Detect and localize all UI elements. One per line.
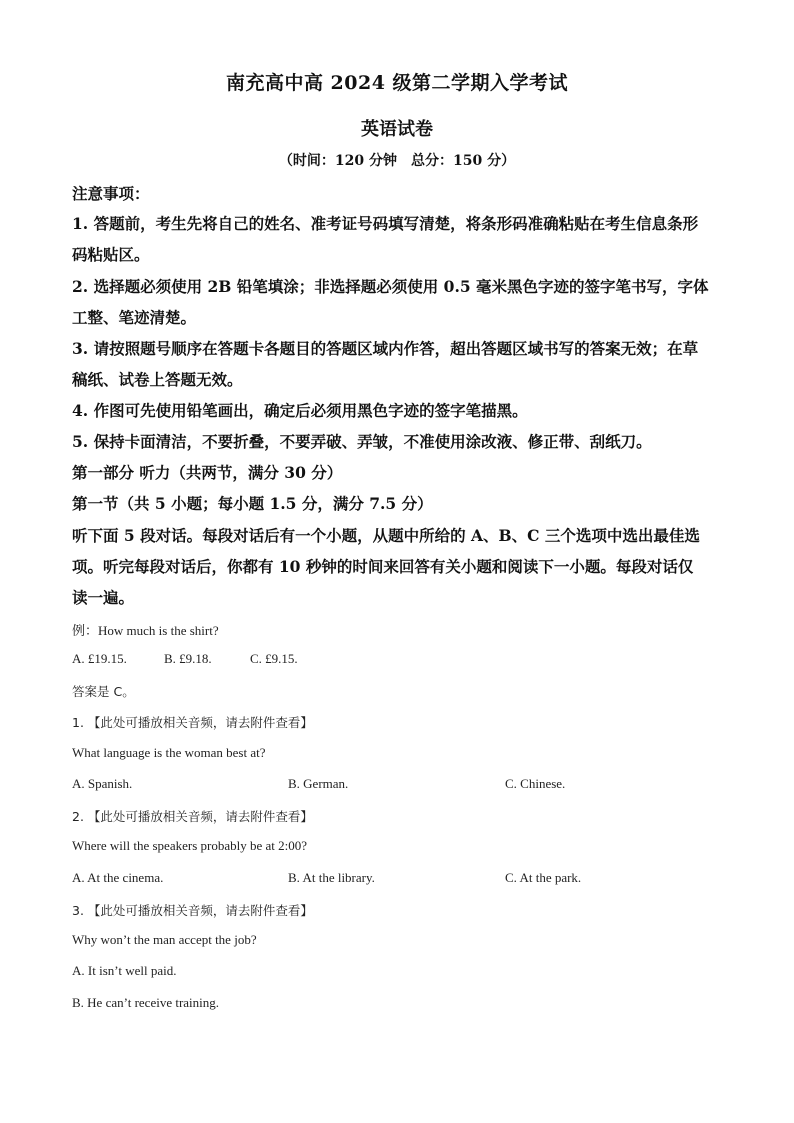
exam-title: 南充高中高 2024 级第二学期入学考试 bbox=[225, 72, 569, 94]
question-1-option-a: A. Spanish. bbox=[72, 776, 133, 791]
example-option-b: B. £9.18. bbox=[164, 651, 212, 666]
notice-item-3-line-2: 稿纸、试卷上答题无效。 bbox=[72, 370, 243, 389]
question-3-option-b: B. He can’t receive training. bbox=[72, 995, 220, 1010]
question-3-option-a: A. It isn’t well paid. bbox=[72, 963, 177, 978]
question-3-text: Why won’t the man accept the job? bbox=[72, 932, 257, 947]
question-1-option-c: C. Chinese. bbox=[505, 776, 566, 791]
example-options bbox=[72, 651, 732, 669]
example-option-a: A. £19.15. bbox=[72, 651, 127, 666]
example-question: 例：How much is the shirt? bbox=[72, 623, 219, 638]
example-answer: 答案是 C。 bbox=[72, 684, 135, 699]
question-2-option-b: B. At the library. bbox=[288, 870, 375, 885]
example-option-c: C. £9.15. bbox=[250, 651, 298, 666]
listening-instructions-line-2: 项。听完每段对话后，你都有 10 秒钟的时间来回答有关小题和阅读下一小题。每段对话仅 bbox=[72, 557, 694, 576]
question-2-option-c: C. At the park. bbox=[505, 870, 582, 885]
notice-item-4: 4. 作图可先使用铅笔画出，确定后必须用黑色字迹的签字笔描黑。 bbox=[72, 401, 528, 420]
part-one-heading: 第一部分 听力（共两节，满分 30 分） bbox=[72, 463, 343, 482]
question-1-option-b: B. German. bbox=[288, 776, 349, 791]
question-2-option-a: A. At the cinema. bbox=[72, 870, 164, 885]
question-2-text: Where will the speakers probably be at 2:00? bbox=[72, 838, 307, 853]
section-one-heading: 第一节（共 5 小题；每小题 1.5 分，满分 7.5 分） bbox=[72, 494, 433, 513]
notice-item-2-line-1: 2. 选择题必须使用 2B 铅笔填涂；非选择题必须使用 0.5 毫米黑色字迹的签字笔书写，字体 bbox=[72, 277, 709, 296]
listening-instructions-line-1: 听下面 5 段对话。每段对话后有一个小题，从题中所给的 A、B、C 三个选项中选出最佳选 bbox=[72, 526, 700, 545]
notice-item-2-line-2: 工整、笔迹清楚。 bbox=[72, 308, 197, 327]
listening-instructions-line-3: 读一遍。 bbox=[72, 588, 135, 607]
question-1-options bbox=[72, 776, 732, 794]
notice-item-1-line-1: 1. 答题前，考生先将自己的姓名、准考证号码填写清楚，将条形码准确粘贴在考生信息条形 bbox=[72, 214, 699, 233]
exam-time-score: （时间：120 分钟 总分：150 分） bbox=[278, 153, 516, 169]
question-3-audio-note: 3. 【此处可播放相关音频，请去附件查看】 bbox=[72, 903, 313, 918]
notice-heading: 注意事项： bbox=[72, 184, 150, 203]
notice-item-1-line-2: 码粘贴区。 bbox=[72, 245, 150, 264]
question-2-audio-note: 2. 【此处可播放相关音频，请去附件查看】 bbox=[72, 809, 313, 824]
notice-item-3-line-1: 3. 请按照题号顺序在答题卡各题目的答题区域内作答，超出答题区域书写的答案无效；在草 bbox=[72, 339, 699, 358]
question-1-audio-note: 1. 【此处可播放相关音频，请去附件查看】 bbox=[72, 715, 313, 730]
question-1-text: What language is the woman best at? bbox=[72, 745, 266, 760]
subject-title: 英语试卷 bbox=[361, 119, 433, 140]
question-2-options bbox=[72, 870, 732, 888]
notice-item-5: 5. 保持卡面清洁，不要折叠，不要弄破、弄皱，不准使用涂改液、修正带、刮纸刀。 bbox=[72, 432, 652, 451]
